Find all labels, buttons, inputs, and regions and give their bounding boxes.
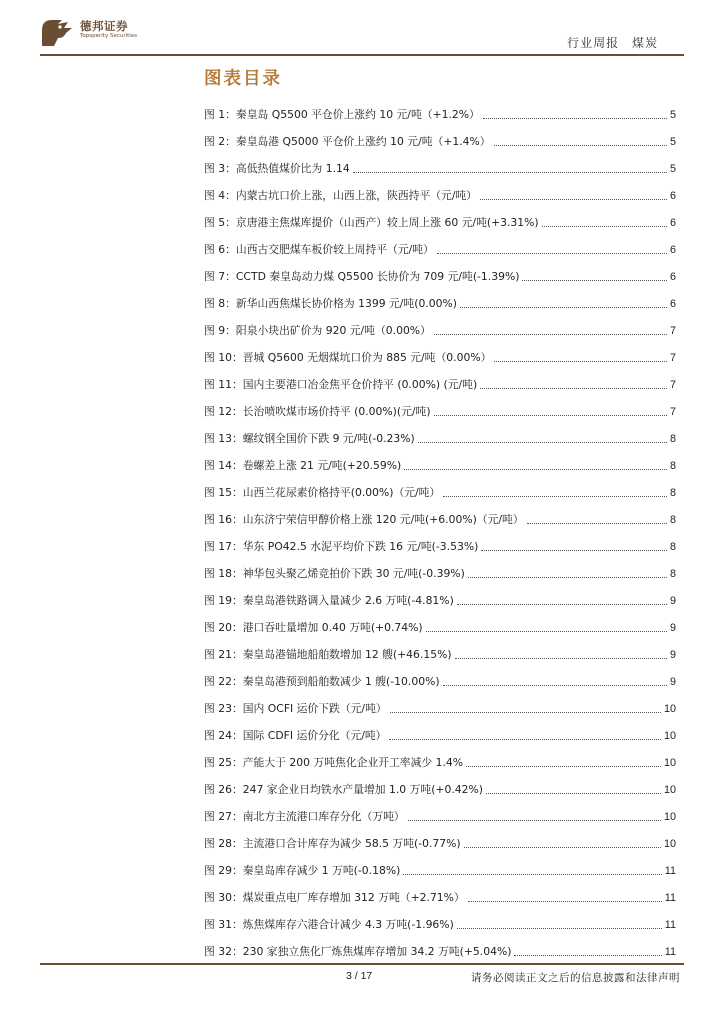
toc-entry-page: 11 xyxy=(664,945,676,958)
toc-entry[interactable] xyxy=(204,101,676,128)
toc-entry-page: 5 xyxy=(669,135,676,148)
toc-entry-label: 图 16：山东济宁荣信甲醇价格上涨 120 元/吨(+6.00%)（元/吨） xyxy=(204,513,524,526)
toc-entry-label: 图 11：国内主要港口冶金焦平仓价持平 (0.00%) (元/吨) xyxy=(204,378,478,391)
toc-entry-page: 8 xyxy=(669,513,676,526)
toc-entry-page: 8 xyxy=(669,459,676,472)
toc-entry[interactable] xyxy=(204,236,676,263)
toc-dot-leader xyxy=(426,623,667,632)
toc-entry-page: 9 xyxy=(669,648,676,661)
toc-entry[interactable] xyxy=(204,614,676,641)
toc-dot-leader xyxy=(480,191,667,200)
toc-entry-label: 图 29：秦皇岛库存减少 1 万吨(-0.18%) xyxy=(204,864,401,877)
toc-dot-leader xyxy=(434,407,667,416)
toc-entry[interactable] xyxy=(204,209,676,236)
toc-dot-leader xyxy=(408,812,661,821)
toc-title: 图表目录 xyxy=(204,69,282,89)
toc-dot-leader xyxy=(390,704,661,713)
toc-entry[interactable] xyxy=(204,479,676,506)
toc-entry[interactable] xyxy=(204,560,676,587)
toc-dot-leader xyxy=(389,731,661,740)
toc-entry-page: 6 xyxy=(669,297,676,310)
toc-entry[interactable] xyxy=(204,776,676,803)
toc-entry[interactable] xyxy=(204,317,676,344)
toc-entry[interactable] xyxy=(204,668,676,695)
toc-dot-leader xyxy=(464,839,661,848)
toc-entry-label: 图 22：秦皇岛港预到船舶数减少 1 艘(-10.00%) xyxy=(204,675,440,688)
toc-entry-page: 10 xyxy=(663,702,676,715)
company-logo-icon xyxy=(38,16,76,50)
toc-dot-leader xyxy=(353,164,667,173)
toc-entry-label: 图 18：神华包头聚乙烯竞拍价下跌 30 元/吨(-0.39%) xyxy=(204,567,465,580)
toc-entry-label: 图 4：内蒙古坑口价上涨，山西上涨，陕西持平（元/吨） xyxy=(204,189,478,202)
toc-entry-page: 11 xyxy=(664,891,676,904)
report-type: 行业周报 xyxy=(567,36,620,50)
toc-dot-leader xyxy=(468,893,662,902)
toc-dot-leader xyxy=(481,542,667,551)
toc-entry[interactable] xyxy=(204,425,676,452)
toc-entry-page: 6 xyxy=(669,189,676,202)
toc-entry[interactable] xyxy=(204,587,676,614)
toc-entry[interactable] xyxy=(204,371,676,398)
toc-entry-page: 8 xyxy=(669,486,676,499)
toc-entry-label: 图 23：国内 OCFI 运价下跌（元/吨） xyxy=(204,702,387,715)
toc-entry-label: 图 6：山西古交肥煤车板价较上周持平（元/吨） xyxy=(204,243,434,256)
toc-entry-label: 图 17：华东 PO42.5 水泥平均价下跌 16 元/吨(-3.53%) xyxy=(204,540,479,553)
company-logo xyxy=(38,16,188,50)
toc-dot-leader xyxy=(494,353,667,362)
toc-entry[interactable] xyxy=(204,803,676,830)
header-divider xyxy=(40,54,684,56)
toc-entry-page: 11 xyxy=(664,864,676,877)
toc-entry-page: 7 xyxy=(669,405,676,418)
toc-entry[interactable] xyxy=(204,749,676,776)
toc-dot-leader xyxy=(542,218,667,227)
toc-entry-page: 9 xyxy=(669,675,676,688)
toc-entry-page: 10 xyxy=(663,729,676,742)
toc-entry[interactable] xyxy=(204,911,676,938)
toc-entry-label: 图 27：南北方主流港口库存分化（万吨） xyxy=(204,810,405,823)
toc-entry-page: 10 xyxy=(663,837,676,850)
toc-entry-page: 6 xyxy=(669,270,676,283)
toc-entry-label: 图 26：247 家企业日均铁水产量增加 1.0 万吨(+0.42%) xyxy=(204,783,483,796)
toc-dot-leader xyxy=(443,677,667,686)
toc-entry[interactable] xyxy=(204,506,676,533)
toc-entry-label: 图 15：山西兰花尿素价格持平(0.00%)（元/吨） xyxy=(204,486,441,499)
toc-dot-leader xyxy=(404,461,667,470)
toc-dot-leader xyxy=(486,785,661,794)
toc-entry-page: 5 xyxy=(669,108,676,121)
toc-entry-label: 图 7：CCTD 秦皇岛动力煤 Q5500 长协价为 709 元/吨(-1.39%) xyxy=(204,270,520,283)
toc-entry-label: 图 31：炼焦煤库存六港合计减少 4.3 万吨(-1.96%) xyxy=(204,918,454,931)
toc-entry-page: 5 xyxy=(669,162,676,175)
toc-dot-leader xyxy=(466,758,661,767)
toc-entry-page: 9 xyxy=(669,621,676,634)
toc-dot-leader xyxy=(457,596,667,605)
toc-dot-leader xyxy=(483,110,667,119)
toc-dot-leader xyxy=(434,326,667,335)
toc-entry-label: 图 10：晋城 Q5600 无烟煤坑口价为 885 元/吨（0.00%） xyxy=(204,351,492,364)
toc-entry-page: 6 xyxy=(669,216,676,229)
toc-entry-page: 7 xyxy=(669,351,676,364)
toc-dot-leader xyxy=(418,434,667,443)
toc-entry[interactable] xyxy=(204,128,676,155)
legal-disclaimer: 请务必阅读正文之后的信息披露和法律声明 xyxy=(471,972,680,984)
toc-entry-label: 图 13：螺纹钢全国价下跌 9 元/吨(-0.23%) xyxy=(204,432,415,445)
toc-entry-page: 8 xyxy=(669,540,676,553)
toc-entry-page: 11 xyxy=(664,918,676,931)
table-of-figures xyxy=(204,101,676,965)
toc-entry-page: 9 xyxy=(669,594,676,607)
toc-entry[interactable] xyxy=(204,155,676,182)
toc-dot-leader xyxy=(437,245,667,254)
toc-entry[interactable] xyxy=(204,533,676,560)
page-number: 3 / 17 xyxy=(346,970,373,982)
toc-entry-label: 图 28：主流港口合计库存为减少 58.5 万吨(-0.77%) xyxy=(204,837,461,850)
toc-dot-leader xyxy=(494,137,667,146)
company-name: 德邦证券 xyxy=(80,19,128,33)
toc-dot-leader xyxy=(527,515,667,524)
toc-dot-leader xyxy=(460,299,667,308)
toc-dot-leader xyxy=(480,380,667,389)
toc-entry[interactable] xyxy=(204,884,676,911)
company-subtitle: Topsperity Securities xyxy=(80,33,138,39)
toc-entry-page: 10 xyxy=(663,756,676,769)
toc-entry-page: 6 xyxy=(669,243,676,256)
sector-name: 煤炭 xyxy=(631,36,658,50)
toc-entry-label: 图 24：国际 CDFI 运价分化（元/吨） xyxy=(204,729,387,742)
toc-entry-page: 10 xyxy=(663,783,676,796)
report-category xyxy=(567,34,658,51)
toc-entry[interactable] xyxy=(204,938,676,965)
toc-dot-leader xyxy=(514,947,661,956)
toc-dot-leader xyxy=(522,272,667,281)
toc-entry-label: 图 5：京唐港主焦煤库提价（山西产）较上周上涨 60 元/吨(+3.31%) xyxy=(204,216,539,229)
toc-entry[interactable] xyxy=(204,182,676,209)
toc-entry[interactable] xyxy=(204,695,676,722)
toc-entry-label: 图 2：秦皇岛港 Q5000 平仓价上涨约 10 元/吨（+1.4%） xyxy=(204,135,491,148)
page-header xyxy=(0,0,724,62)
toc-entry[interactable] xyxy=(204,857,676,884)
toc-entry[interactable] xyxy=(204,290,676,317)
toc-entry-label: 图 8：新华山西焦煤长协价格为 1399 元/吨(0.00%) xyxy=(204,297,457,310)
toc-entry-page: 7 xyxy=(669,378,676,391)
toc-entry-label: 图 20：港口吞吐量增加 0.40 万吨(+0.74%) xyxy=(204,621,423,634)
toc-entry-label: 图 30：煤炭重点电厂库存增加 312 万吨（+2.71%） xyxy=(204,891,465,904)
toc-dot-leader xyxy=(457,920,662,929)
toc-entry[interactable] xyxy=(204,452,676,479)
toc-entry-label: 图 14：卷螺差上涨 21 元/吨(+20.59%) xyxy=(204,459,402,472)
toc-entry[interactable] xyxy=(204,722,676,749)
footer-divider xyxy=(40,963,684,965)
toc-entry[interactable] xyxy=(204,263,676,290)
toc-entry-label: 图 25：产能大于 200 万吨焦化企业开工率减少 1.4% xyxy=(204,756,464,769)
toc-entry-label: 图 32：230 家独立焦化厂炼焦煤库存增加 34.2 万吨(+5.04%) xyxy=(204,945,512,958)
toc-dot-leader xyxy=(443,488,667,497)
toc-entry-label: 图 3：高低热值煤价比为 1.14 xyxy=(204,162,350,175)
toc-entry-page: 8 xyxy=(669,567,676,580)
toc-entry-page: 8 xyxy=(669,432,676,445)
toc-dot-leader xyxy=(403,866,661,875)
toc-entry[interactable] xyxy=(204,344,676,371)
toc-entry[interactable] xyxy=(204,398,676,425)
toc-dot-leader xyxy=(468,569,667,578)
toc-entry[interactable] xyxy=(204,641,676,668)
toc-entry-page: 10 xyxy=(663,810,676,823)
toc-entry-page: 7 xyxy=(669,324,676,337)
toc-entry[interactable] xyxy=(204,830,676,857)
toc-entry-label: 图 21：秦皇岛港锚地船舶数增加 12 艘(+46.15%) xyxy=(204,648,452,661)
toc-entry-label: 图 9：阳泉小块出矿价为 920 元/吨（0.00%） xyxy=(204,324,431,337)
toc-entry-label: 图 19：秦皇岛港铁路调入量减少 2.6 万吨(-4.81%) xyxy=(204,594,454,607)
toc-entry-label: 图 12：长治喷吹煤市场价持平 (0.00%)(元/吨) xyxy=(204,405,431,418)
toc-dot-leader xyxy=(455,650,667,659)
toc-entry-label: 图 1：秦皇岛 Q5500 平仓价上涨约 10 元/吨（+1.2%） xyxy=(204,108,480,121)
